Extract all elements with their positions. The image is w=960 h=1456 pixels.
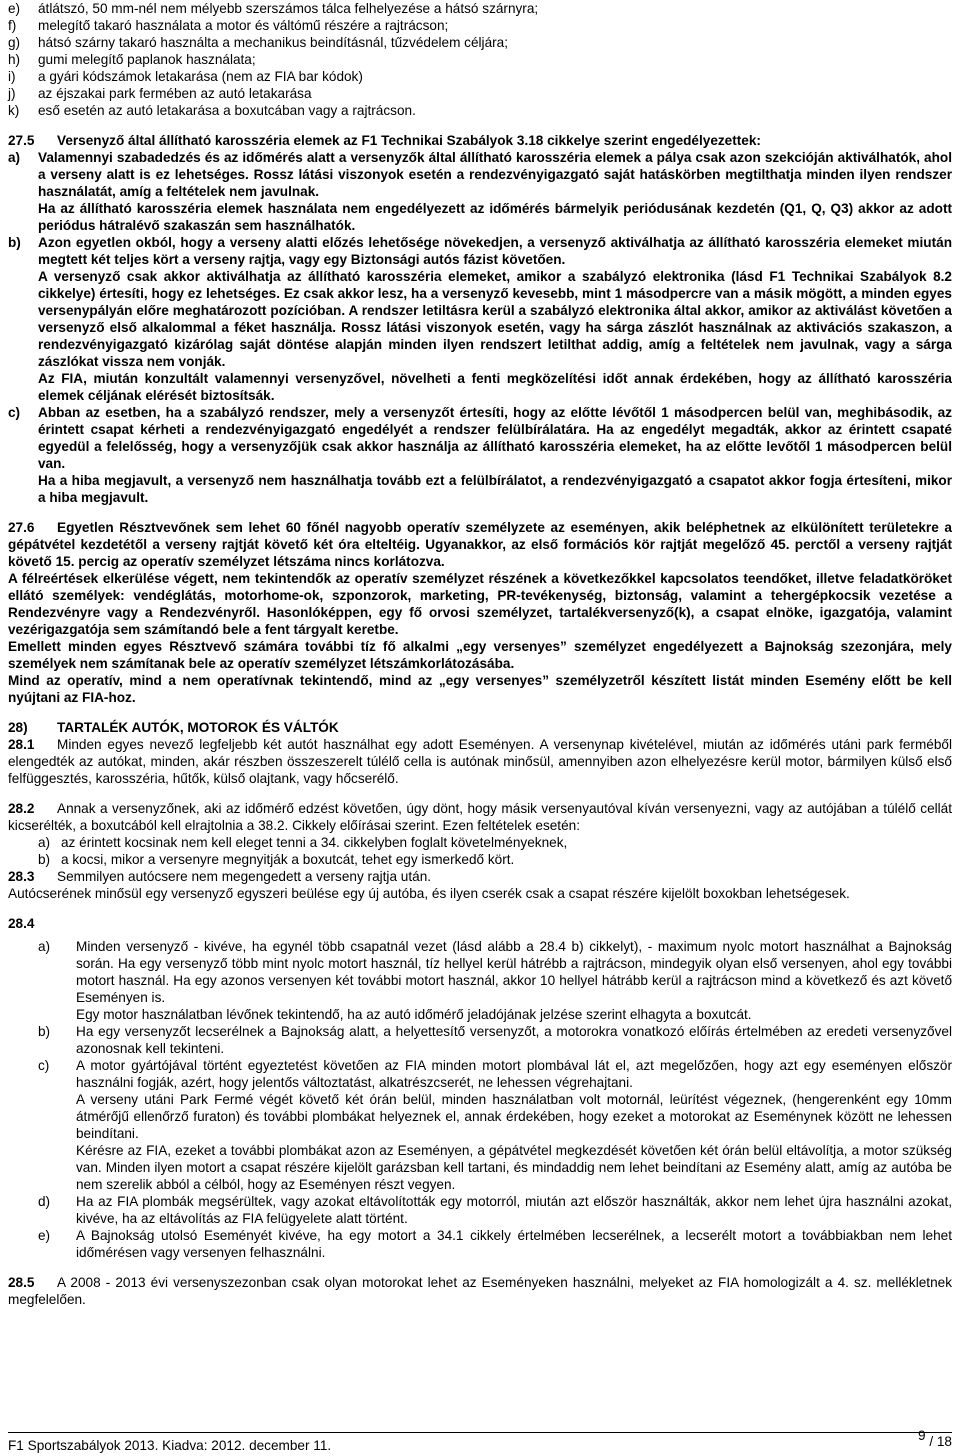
footer-title: F1 Sportszabályok 2013. Kiadva: 2012. december 11. [8,1438,332,1453]
paragraph: A verseny utáni Park Fermé végét követő két órán belül, minden használatban volt motornál, leürítést végeznek, (hengerenként egy 10mm átmérőjű ellenőrző furaton) és további plombákat helyeznek el, annak érdekében, hogy ezeket a motorokat az Eseménynek között ne lehessen beindítani. [76,1092,952,1141]
section-27-5-b [8,234,952,404]
section-title: TARTALÉK AUTÓK, MOTOROK ÉS VÁLTÓK [57,720,339,735]
item-text: gumi melegítő paplanok használata; [38,52,256,67]
paragraph: Egy motor használatban lévőnek tekintendő, ha az autó időmérő jeladójának jelzése szerint elhagyta a boxutcát. [76,1007,752,1022]
section-28-4-b [8,1023,952,1057]
section-28-4-a [8,938,952,1023]
paragraph-text: A 2008 - 2013 évi versenyszezonban csak olyan motorokat lehet az Eseményeken használni, melyeket az FIA homologizált a 4. sz. mellékletnek megfelelően. [8,1275,952,1307]
paragraph: Autócserének minősül egy versenyző egyszeri beülése egy új autóba, és ilyen cserék csak a csapat részére kijelölt boxokban lehetségesek. [8,886,850,901]
section-28-4-d [8,1193,952,1227]
item-text: melegítő takaró használata a motor és váltómű részére a rajtrácson; [38,18,449,33]
paragraph: Valamennyi szabadedzés és az időmérés alatt a versenyzők által állítható karosszéria elemek a pálya csak azon szekcióján aktiválhatók, ahol a verseny alatt is ez lehetséges. Rossz látási viszonyok esetén a rendezvényigazgató saját hatáskörben megtilthatja minden ilyen rendszer használatát, amíg a feltételek nem javulnak. [38,150,952,199]
list-item [8,0,952,17]
list-item [8,17,952,34]
list-item [8,68,952,85]
section-number: 28.1 [8,737,35,752]
item-label: e) [38,1228,51,1243]
item-label: c) [38,1058,50,1073]
paragraph: A félreértések elkerülése végett, nem tekintendők az operatív személyzet részének a következőkkel kapcsolatos teendőket, illetve feladatköröket ellátó személyek: vendéglátás, motorhome-ok, szponzorok, marketing, PR-tevékenység, biztonság, valamint a tehergépkocsik vezetése a Rendezvényre vagy a Rendezvényről. Hasonlóképpen, egy fő orvosi személyzet, tartalékversenyző(k), a csapat elnöke, igazgatója, valamint vezérigazgatója sem számítandó bele a fent tárgyalt keretbe. [8,571,952,637]
paragraph: Ha az állítható karosszéria elemek használata nem engedélyezett az időmérés bármelyik periódusának kezdetén (Q1, Q, Q3) akkor az adott periódus hátralévő szakaszán sem használhatók. [38,201,952,233]
item-label: b) [38,852,51,867]
section-27-5-c [8,404,952,506]
section-number: 28.5 [8,1275,35,1290]
section-27-5-heading [8,132,952,149]
page-number [917,1428,952,1450]
item-label: c) [8,405,21,420]
item-label: a) [8,150,21,165]
paragraph-text: Minden egyes nevező legfeljebb két autót használhat egy adott Eseményen. A versenynap kivételével, miután az időmérés utáni park ferméből elengedték az autókat, minden, akár részben összeszerelt túlélő cella is autónak minősül, amennyiben azon elhelyezésre kerül motor, bármilyen külső első felfüggesztés, karosszéria, hűtők, külső olajtank, vagy hőcserélő. [8,737,952,786]
section-27-5-a [8,149,952,234]
section-number: 28) [8,720,28,735]
paragraph: Ha az FIA plombák megsérültek, vagy azokat eltávolították egy motorról, miután azt először használták, akkor nem lehet újra használni azokat, kivéve, ha az eltávolítás az FIA felügyelete alatt történt. [76,1194,952,1226]
paragraph-text: Semmilyen autócsere nem megengedett a verseny rajtja után. [57,869,432,884]
item-label: j) [8,86,16,101]
list-item [8,102,952,119]
section-number: 28.2 [8,801,35,816]
item-label: h) [8,52,21,67]
section-28-1 [8,736,952,787]
item-label: e) [8,1,21,16]
section-number: 27.5 [8,133,35,148]
item-text: a gyári kódszámok letakarása (nem az FIA bar kódok) [38,69,363,84]
paragraph: Kérésre az FIA, ezeket a további plombákat azon az Eseményen, a gépátvétel megkezdését követően két órán belül eltávolítja, a motor szükség van. Minden ilyen motort a csapat részére kijelölt garázsban kell tartani, és mindaddig nem lehet beindítani az Esemény alatt, amíg az autóba be nem szerelik abból a célból, hogy az Eseményen részt vegyen. [76,1143,952,1192]
top-list [8,0,952,119]
paragraph: Ha egy versenyzőt lecserélnek a Bajnokság alatt, a helyettesítő versenyzőt, a motorokra vonatkozó előírás értelmében az eredeti versenyzővel azonosnak kell tekinteni. [76,1024,952,1056]
section-28-3 [8,868,952,885]
item-text: hátsó szárny takaró használta a mechanikus beindításnál, tűzvédelem céljára; [38,35,508,50]
item-label: d) [38,1194,51,1209]
paragraph: A Bajnokság utolsó Eseményét kivéve, ha egy motort a 34.1 cikkely értelmében lecserélnek, a lecserélt motort a továbbiakban nem lehet időmérésen vagy versenyen felhasználni. [76,1228,952,1260]
paragraph: A versenyző csak akkor aktiválhatja az állítható karosszéria elemeket, amikor a szabályzó elektronika (lásd F1 Technikai Szabályok 8.2 cikkelye) értesíti, hogy ez lehetséges. Ez csak akkor lesz, ha a versenyző kevesebb, mint 1 másodpercre van a másik mögött, a minden egyes versenypályán előre meghatározott pozícióban. A rendszer letiltásra kerül a szabályzó elektronika által akkor, amikor az aktiválást követően a versenyző első alkalommal a féket használja. Rossz látási viszonyok esetén, vagy ha sárga zászlót használnak az aktivációs szakaszon, a rendezvényigazgató kizárólag saját döntése alapján minden ilyen rendszert letilthat addig, amíg a feltételek nem javulnak, vagy a sárga zászlókat vissza nem vonják. [38,269,952,369]
paragraph: Mind az operatív, mind a nem operatívnak tekintendő, mind az „egy versenyes” személyzetről készített listát minden Esemény előtt be kell nyújtani az FIA-hoz. [8,673,952,705]
page-total: / 18 [929,1434,952,1449]
paragraph: Ha a hiba megjavult, a versenyző nem használhatja tovább ezt a felülbírálatot, a rendezvényigazgató a csapatot akkor fogja értesíteni, mikor a hiba megjavult. [38,473,952,505]
section-28-4-e [8,1227,952,1261]
item-label: i) [8,69,16,84]
section-28-2 [8,800,952,834]
section-28-4-c [8,1057,952,1193]
list-item [8,34,952,51]
item-text: eső esetén az autó letakarása a boxutcában vagy a rajtrácson. [38,103,416,118]
paragraph: A motor gyártójával történt egyeztetést követően az FIA minden motort plombával lát el, azt megelőzően, hogy azt egy eseményen először használni fogják, azért, hogy jelentős változtatást, alkatrészcserét, ne lehessen végrehajtani. [76,1058,952,1090]
section-number: 28.4 [8,916,35,931]
paragraph-text: Egyetlen Résztvevőnek sem lehet 60 főnél nagyobb operatív személyzete az eseményen, akik beléphetnek az elkülönített területekre a gépátvétel kezdetétől a verseny rajtját követő két óra elteltéig. Ugyanakkor, az első formációs kör rajtját megelőző 45. perctől a verseny rajtját követő 15. percig az operatív személyzet létszáma nincs korlátozva. [8,520,952,569]
paragraph-text: Annak a versenyzőnek, aki az időmérő edzést követően, úgy dönt, hogy másik versenyautóval kíván versenyezni, vagy az autójában a túlélő cellát kicserélték, a boxutcából kell elrajtolnia a 38.2. Cikkely előírásai szerint. Ezen feltételek esetén: [8,801,952,833]
section-28-heading [8,719,952,736]
item-text: átlátszó, 50 mm-nél nem mélyebb szerszámos tálca felhelyezése a hátsó szárnyra; [38,1,539,16]
page-footer [8,1428,952,1453]
document-page [8,0,952,1308]
list-item [8,51,952,68]
item-text: a kocsi, mikor a versenyre megnyitják a boxutcát, tehet egy ismerkedő kört. [61,852,515,867]
item-text: az érintett kocsinak nem kell eleget tenni a 34. cikkelyben foglalt követelményeknek, [61,835,568,850]
paragraph: Emellett minden egyes Résztvevő számára további tíz fő alkalmi „egy versenyes” személyzet engedélyezett a Bajnokság szezonjára, mely személyek nem számítanak bele az operatív személyzet létszámkorlátozásába. [8,639,952,671]
page-current: 9 [917,1428,926,1443]
section-number: 27.6 [8,520,35,535]
item-text: az éjszakai park fermében az autó letakarása [38,86,312,101]
paragraph: Azon egyetlen okból, hogy a verseny alatti előzés lehetősége növekedjen, a versenyző aktiválhatja az állítható karosszéria elemeket miután megtett két teljes kört a verseny rajtja, vagy egy Biztonsági autós fázist követően. [38,235,952,267]
section-28-2-a [8,834,952,851]
section-28-2-b [8,851,952,868]
paragraph: Abban az esetben, ha a szabályzó rendszer, mely a versenyzőt értesíti, hogy az előtte lévőtől 1 másodpercen belül van, meghibásodik, az érintett csapat kérheti a rendezvényigazgató engedélyét a rendszer felülbírálatára. Ha az engedélyt megadták, akkor az érintett csapaté egyedül a felelősség, hogy a versenyzőjük csak akkor használja az állítható karosszéria elemeket, ha az előtte levőtől 1 másodpercen belül van. [38,405,952,471]
item-label: g) [8,35,21,50]
item-label: b) [38,1024,51,1039]
paragraph: Minden versenyző - kivéve, ha egynél több csapatnál vezet (lásd alább a 28.4 b) cikkelyt), - maximum nyolc motort használhat a Bajnokság során. Ha egy versenyző több mint nyolc motort használ, tíz hellyel kerül hátrébb a rajtrácson, mindegyik olyan első versenyen, ahol egy további motort használ. Ha egy azonos versenyen két további motort használ, akkor 10 hellyel hátrább kerül a rajtrácson mind a következő és azt követő Eseményen is. [76,939,952,1005]
paragraph [8,519,952,570]
section-number: 28.3 [8,869,35,884]
item-label: a) [38,835,51,850]
item-label: b) [8,235,21,250]
paragraph: Az FIA, miután konzultált valamennyi versenyzővel, növelheti a fenti megközelítési időt annak érdekében, hogy az állítható karosszéria elemek céljának elérését biztosítsák. [38,371,952,403]
section-27-6 [8,519,952,706]
item-label: f) [8,18,17,33]
section-28-5 [8,1274,952,1308]
list-item [8,85,952,102]
section-heading: Versenyző által állítható karosszéria elemek az F1 Technikai Szabályok 3.18 cikkelye szerint engedélyezettek: [57,133,761,148]
item-label: k) [8,103,20,118]
item-label: a) [38,939,51,954]
